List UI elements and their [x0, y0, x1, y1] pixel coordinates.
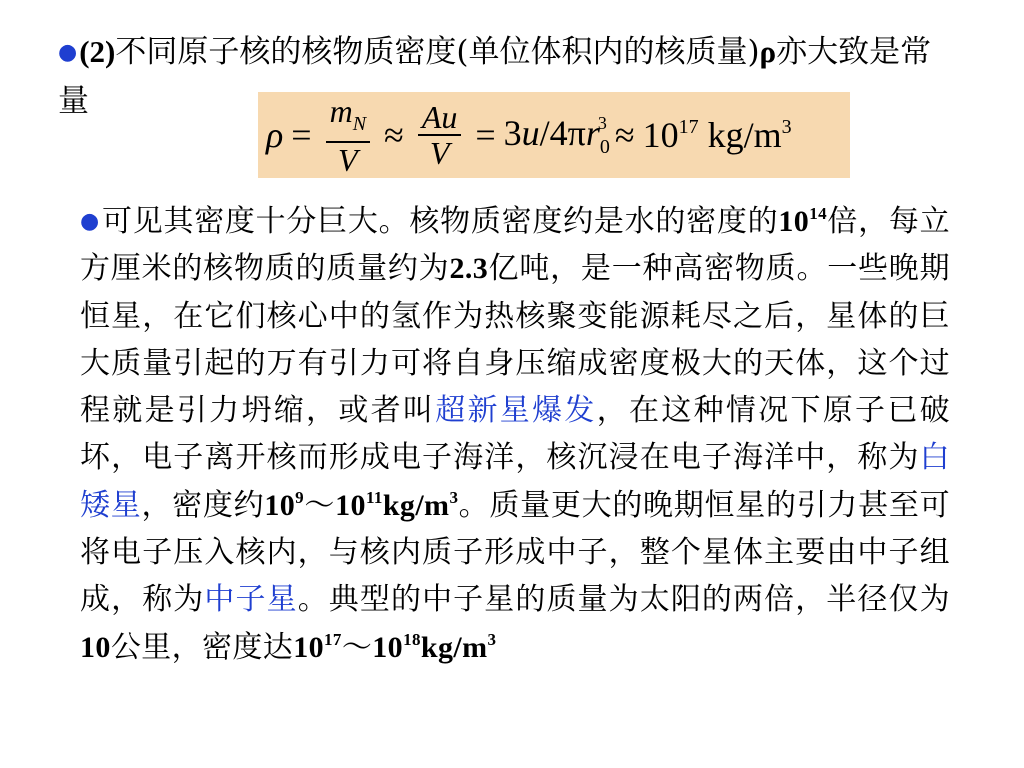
para-number-2: 2.3: [449, 252, 489, 286]
para-number-7: 10: [372, 630, 404, 664]
para-number-1-exp: 14: [809, 204, 827, 223]
para-text-7: 。典型的中子星的质量为太阳的两倍，半径仅为: [297, 582, 950, 618]
para-number-5: 10: [80, 630, 111, 664]
para-text-4: ，在这种情况下原子已破坏，电子离开核而形成电子海洋，核沉浸在电子海洋中，称为: [80, 393, 951, 476]
para-number-6-exp: 17: [324, 629, 342, 649]
term3-u: u: [521, 112, 540, 153]
term-neutron-star: 中子星: [204, 582, 298, 618]
formula-term3: [503, 112, 610, 159]
formula-rho: ρ: [266, 115, 284, 155]
para-number-1: 10: [778, 205, 810, 238]
formula-approx-2: ≈: [614, 115, 635, 155]
heading-label: (2): [79, 34, 116, 69]
para-number-4-exp: 11: [365, 487, 383, 507]
para-number-3-exp: 9: [295, 487, 305, 507]
para-unit-1-exp: 3: [449, 487, 459, 507]
density-formula: [258, 92, 850, 178]
result-unit-exponent: 3: [781, 116, 792, 138]
para-text-3: 亿吨，是一种高密物质。一些晚期恒星，在它们核心中的氢作为热核聚变能源耗尽之后，星体的巨大质量引起的万有引力可将自身压缩成密度极大的天体，这个过程就是引力坍缩，或者叫: [80, 251, 950, 429]
para-text-8: 公里，密度达: [110, 629, 294, 665]
para-tilde-1: ～: [304, 487, 336, 523]
para-unit-2: kg/m: [420, 630, 488, 664]
para-number-6: 10: [293, 630, 325, 664]
para-text-1: 可见其密度十分巨大。核物质密度约是水的密度的: [101, 204, 779, 239]
term3-four-pi: /4π: [539, 112, 586, 153]
para-text-6: 。质量更大的晚期恒星的引力甚至可将电子压入核内，与核内质子形成中子，整个星体主要由中子组成，称为: [80, 487, 950, 618]
bullet-icon: ●: [80, 209, 100, 234]
fraction-numerator-2: Au: [418, 100, 462, 136]
para-tilde-2: ～: [341, 629, 373, 665]
heading-text-part2: 亦大致是常量: [58, 34, 932, 119]
formula-equals-2: =: [475, 115, 496, 155]
result-base: 10: [642, 115, 679, 155]
para-number-3: 10: [264, 488, 296, 522]
body-paragraph: [80, 198, 950, 671]
formula-fraction-au-volume: [418, 100, 462, 170]
result-exponent: 17: [678, 116, 699, 138]
para-unit-1: kg/m: [382, 488, 450, 522]
formula-approx-1: ≈: [384, 115, 404, 155]
para-text-2: 倍，每立方厘米的核物质的质量约为: [80, 204, 950, 287]
numerator-subscript-n: N: [352, 112, 367, 135]
formula-result: [643, 114, 792, 156]
para-text-5: ，密度约: [141, 487, 265, 523]
para-number-4: 10: [335, 488, 366, 522]
term3-r: r: [585, 112, 600, 153]
term3-coefficient: 3: [503, 112, 522, 153]
result-unit: kg/m: [707, 115, 782, 155]
heading-text-part1: 不同原子核的核物质密度(单位体积内的核质量): [115, 34, 760, 70]
term-supernova: 超新星爆发: [435, 393, 597, 429]
heading-rho: ρ: [759, 34, 777, 69]
formula-fraction-mass-volume: [326, 94, 370, 177]
fraction-numerator-1: [326, 94, 370, 143]
numerator-m: m: [329, 92, 353, 129]
term-white-dwarf: 白矮星: [80, 440, 950, 523]
formula-equals-1: =: [291, 115, 312, 155]
para-number-7-exp: 18: [403, 629, 421, 649]
term3-subscript-0: 0: [599, 135, 610, 158]
term3-superscript-3: 3: [597, 112, 607, 133]
fraction-denominator-2: V: [429, 135, 450, 171]
bullet-icon: ●: [58, 40, 78, 65]
para-unit-2-exp: 3: [487, 629, 497, 649]
fraction-denominator-1: V: [338, 141, 358, 178]
